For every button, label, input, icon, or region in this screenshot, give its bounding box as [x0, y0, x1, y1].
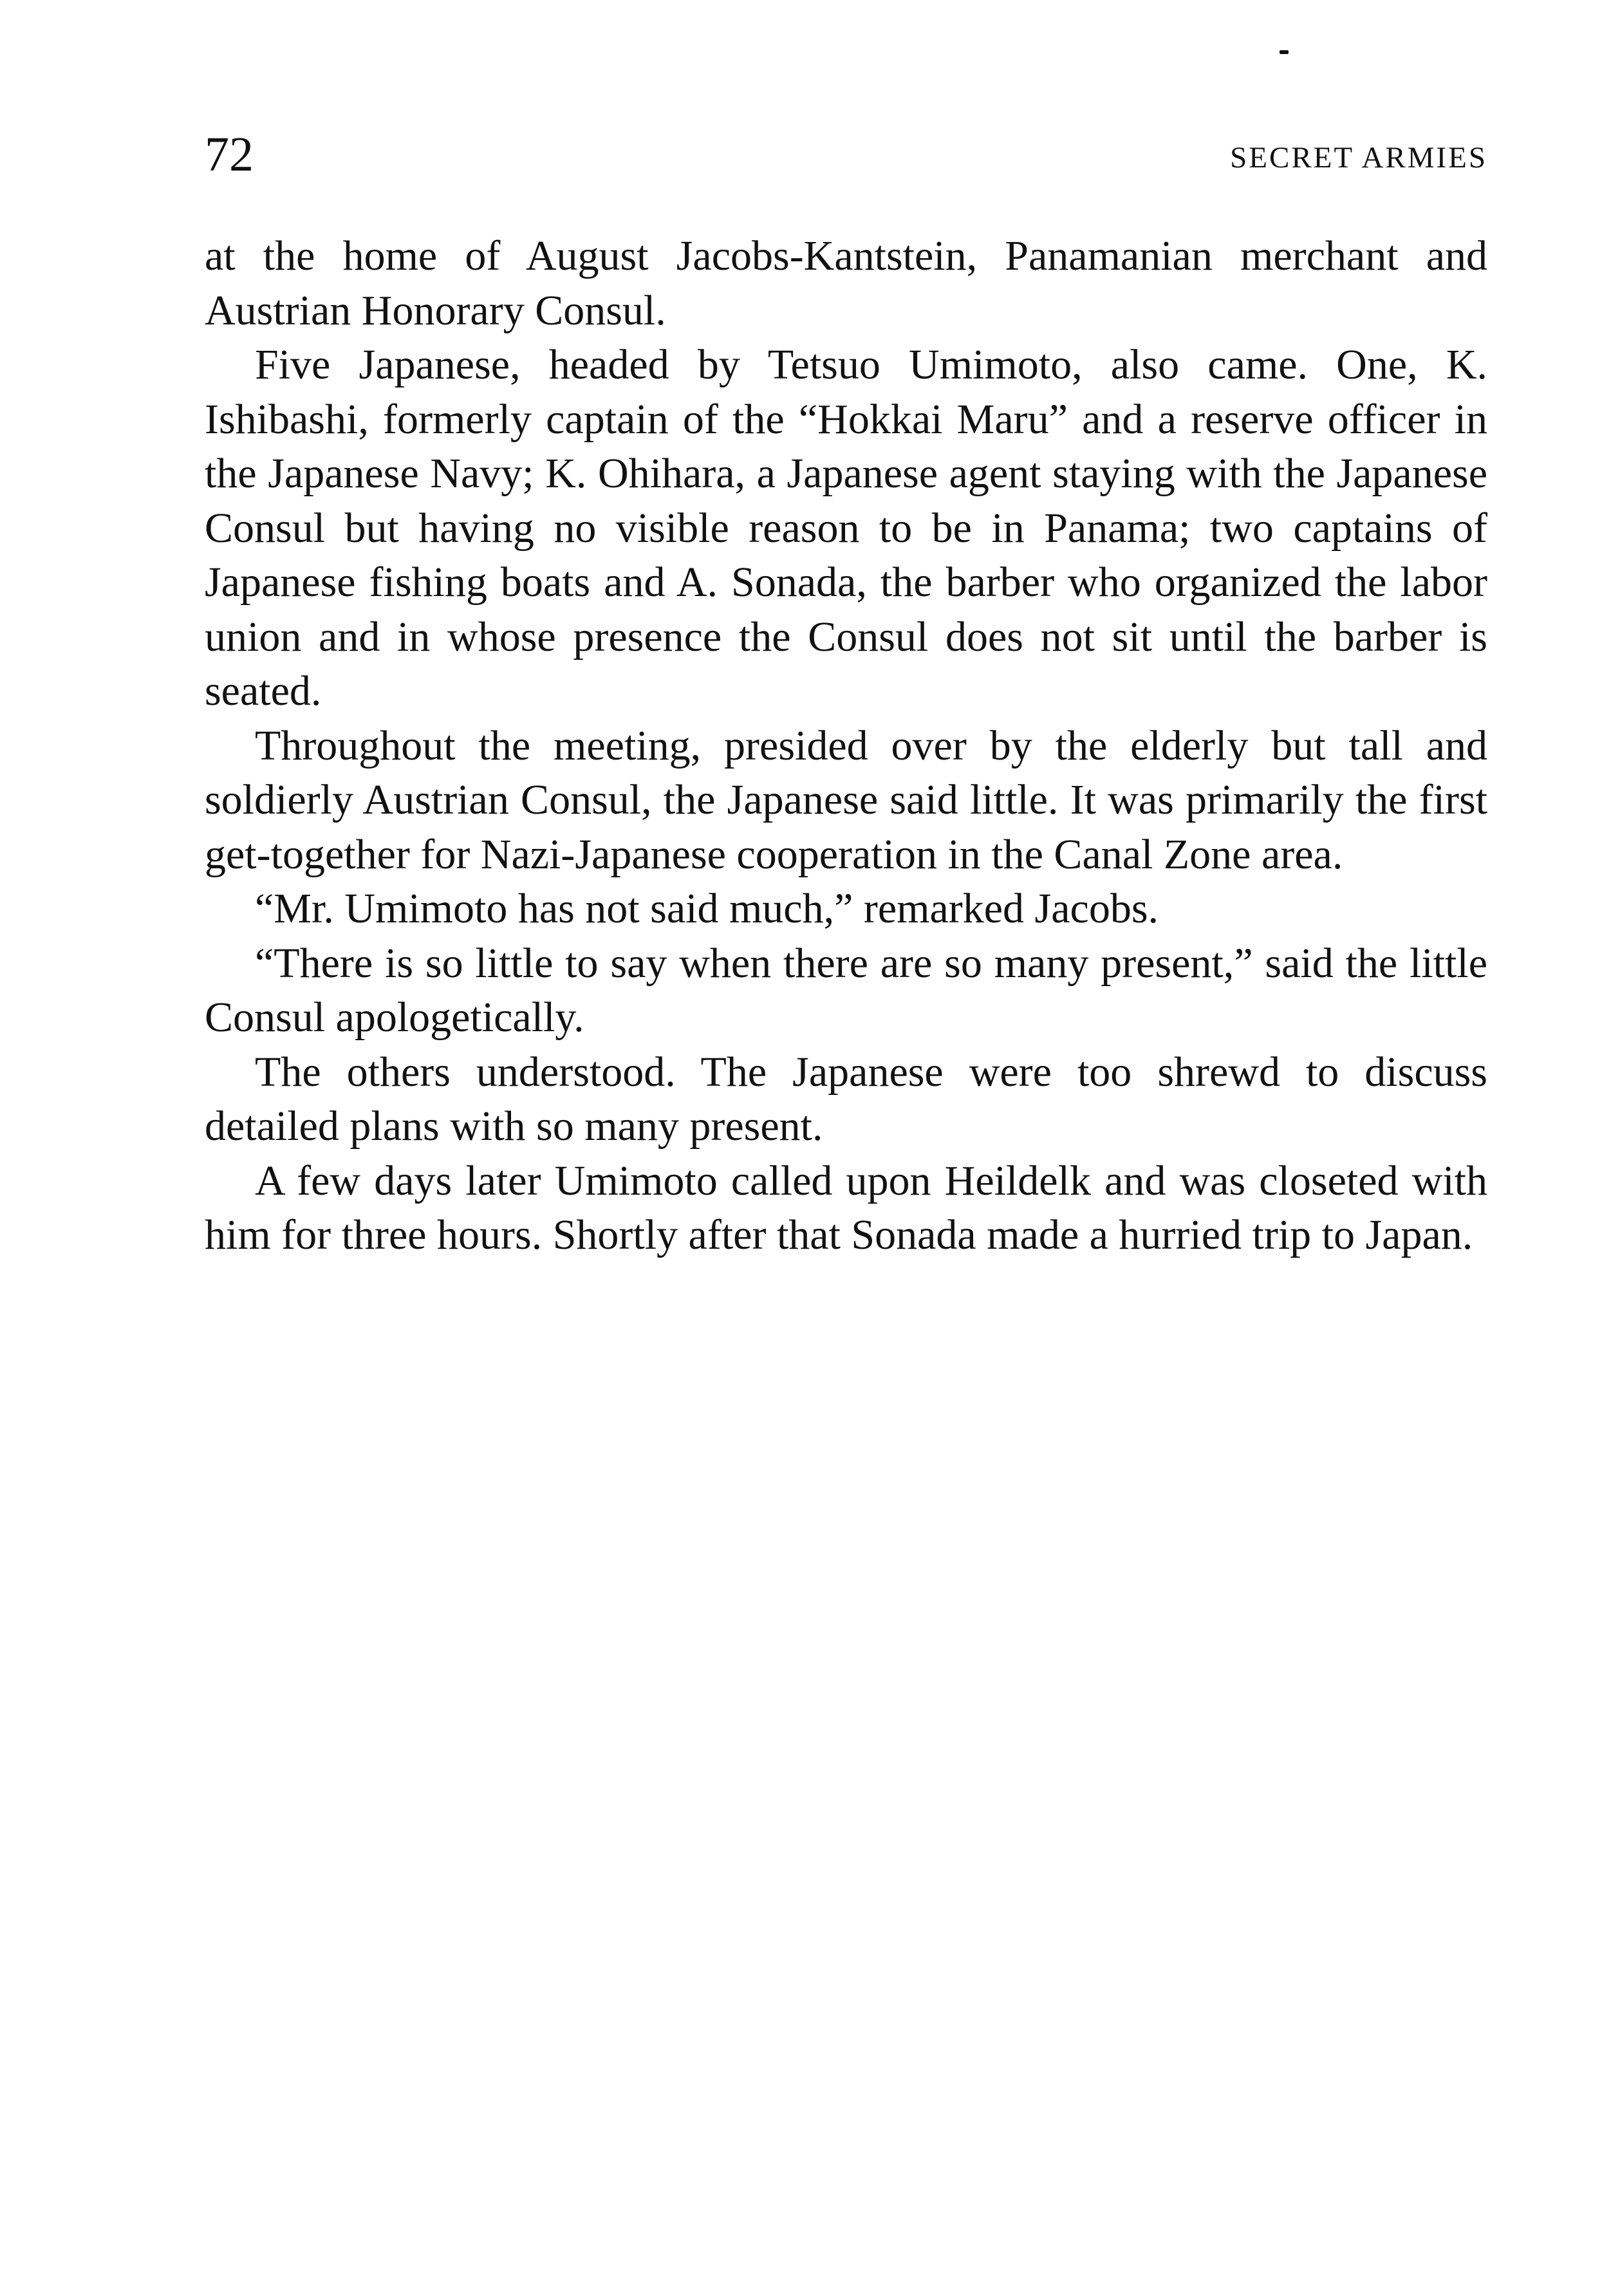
paragraph-continued: at the home of August Jacobs-Kantstein, Panamanian merchant and Austrian Honorary Consul.	[205, 232, 1487, 334]
running-title: SECRET ARMIES	[1230, 141, 1487, 174]
paragraph: “Mr. Umimoto has not said much,” remarked Jacobs.	[255, 885, 1159, 932]
running-head	[205, 126, 1487, 183]
paragraph: A few days later Umimoto called upon Heildelk and was closeted with him for three hours. Shortly after that Sonada made a hurried trip to Japan.	[205, 1157, 1487, 1258]
paragraph: Five Japanese, headed by Tetsuo Umimoto, also came. One, K. Ishibashi, formerly captain of the “Hokkai Maru” and a reserve officer in the Japanese Navy; K. Ohihara, a Japanese agent staying with the Japanese Consul but having no visible reason to be in Panama; two captains of Japanese fishing boats and A. Sonada, the barber who organized the labor union and in whose presence the Consul does not sit until the barber is seated.	[205, 341, 1487, 714]
body-text	[205, 229, 1487, 1263]
paragraph: The others understood. The Japanese were too shrewd to discuss detailed plans with so many present.	[205, 1048, 1487, 1150]
paragraph: Throughout the meeting, presided over by the elderly but tall and soldierly Austrian Consul, the Japanese said little. It was primarily the first get-together for Nazi-Japanese cooperation in the Canal Zone area.	[205, 722, 1487, 878]
paragraph: “There is so little to say when there are so many present,” said the little Consul apologetically.	[205, 939, 1487, 1041]
print-speck	[1280, 50, 1289, 54]
page-number: 72	[205, 127, 254, 182]
